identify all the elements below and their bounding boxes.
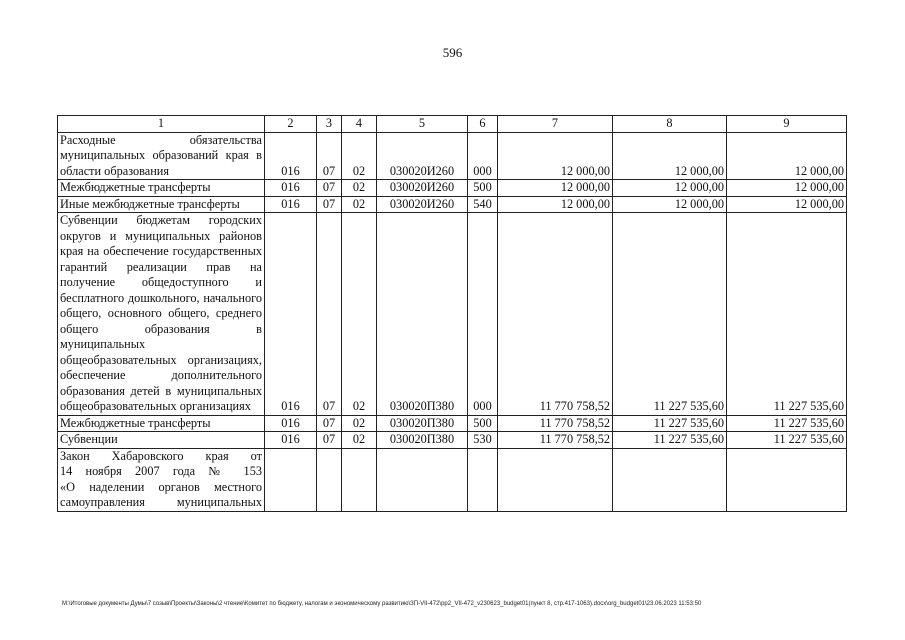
table-row — [58, 180, 847, 197]
cell-amount-7: 11 770 758,52 — [498, 415, 613, 432]
cell-section: 07 — [317, 213, 342, 416]
cell-subsection: 02 — [342, 415, 377, 432]
cell-section: 07 — [317, 415, 342, 432]
row-name-cell: Субвенции бюджетам городских округов и муниципальных районов края на обеспечение государственных гарантий реализации прав на получение общедоступного и бесплатного дошкольного, начального общего, основного общего, среднего общего образования в муниципальных общеобразовательных организациях, обеспечение дополнительного образования детей в муниципальных общеобразовательных организациях — [58, 213, 265, 416]
cell-amount-8: 12 000,00 — [613, 180, 727, 197]
cell-amount-9: 11 227 535,60 — [727, 415, 847, 432]
row-name-cell: Межбюджетные трансферты — [58, 415, 265, 432]
cell-amount-8 — [613, 448, 727, 511]
cell-section: 07 — [317, 132, 342, 180]
cell-amount-8: 11 227 535,60 — [613, 213, 727, 416]
cell-ministry: 016 — [265, 132, 317, 180]
cell-ministry: 016 — [265, 196, 317, 213]
header-cell: 1 — [58, 116, 265, 133]
cell-subsection: 02 — [342, 180, 377, 197]
cell-amount-7: 12 000,00 — [498, 132, 613, 180]
cell-section: 07 — [317, 180, 342, 197]
cell-section: 07 — [317, 432, 342, 449]
table-row — [58, 415, 847, 432]
row-name-line: 14 ноября 2007 года № 153 — [60, 464, 262, 478]
cell-ministry — [265, 448, 317, 511]
cell-target — [377, 448, 468, 511]
cell-amount-8: 12 000,00 — [613, 196, 727, 213]
cell-subsection: 02 — [342, 432, 377, 449]
cell-amount-7: 12 000,00 — [498, 196, 613, 213]
cell-amount-7: 11 770 758,52 — [498, 213, 613, 416]
cell-type: 530 — [468, 432, 498, 449]
page-number: 596 — [442, 45, 463, 60]
cell-type: 500 — [468, 415, 498, 432]
cell-amount-9: 12 000,00 — [727, 196, 847, 213]
cell-amount-9: 11 227 535,60 — [727, 432, 847, 449]
cell-subsection — [342, 448, 377, 511]
cell-type: 000 — [468, 213, 498, 416]
cell-type: 540 — [468, 196, 498, 213]
cell-section: 07 — [317, 196, 342, 213]
document-path-footer: M:\Итоговые документы Думы\7 созыв\Проекты\Законы\2 чтение\Комитет по бюджету, налогам и экономическому развитию\ЗП-VII-472\pp2_VII-472_v230623_budget01(пункт 8, стр.417-1063).docx\org_budget01\23.06.2023 11:53:50 — [62, 601, 702, 607]
header-cell: 9 — [727, 116, 847, 133]
header-cell: 5 — [377, 116, 468, 133]
row-name-cell: Иные межбюджетные трансферты — [58, 196, 265, 213]
budget-table — [57, 115, 847, 512]
header-cell: 3 — [317, 116, 342, 133]
table-header-row — [58, 116, 847, 133]
header-cell: 7 — [498, 116, 613, 133]
cell-amount-7: 11 770 758,52 — [498, 432, 613, 449]
cell-amount-7: 12 000,00 — [498, 180, 613, 197]
cell-amount-8: 12 000,00 — [613, 132, 727, 180]
cell-amount-9: 11 227 535,60 — [727, 213, 847, 416]
cell-type: 500 — [468, 180, 498, 197]
cell-ministry: 016 — [265, 180, 317, 197]
cell-subsection: 02 — [342, 196, 377, 213]
cell-subsection: 02 — [342, 132, 377, 180]
cell-amount-9: 12 000,00 — [727, 132, 847, 180]
table-row — [58, 432, 847, 449]
table-row — [58, 196, 847, 213]
row-name-cell: Межбюджетные трансферты — [58, 180, 265, 197]
header-cell: 8 — [613, 116, 727, 133]
table-row — [58, 213, 847, 416]
cell-subsection: 02 — [342, 213, 377, 416]
row-name-cell: Расходные обязательства муниципальных образований края в области образования — [58, 132, 265, 180]
header-cell: 6 — [468, 116, 498, 133]
row-name-line: «О наделении органов местного — [60, 479, 262, 494]
cell-type — [468, 448, 498, 511]
cell-ministry: 016 — [265, 213, 317, 416]
header-cell: 4 — [342, 116, 377, 133]
table-row — [58, 448, 847, 511]
cell-section — [317, 448, 342, 511]
row-name-line: Закон Хабаровского края от — [60, 448, 262, 463]
cell-amount-9 — [727, 448, 847, 511]
header-cell: 2 — [265, 116, 317, 133]
cell-target: 030020И260 — [377, 180, 468, 197]
row-name-line: самоуправления муниципальных — [60, 495, 262, 509]
cell-amount-8: 11 227 535,60 — [613, 415, 727, 432]
cell-target: 030020П380 — [377, 213, 468, 416]
table-row — [58, 132, 847, 180]
row-name-cell — [58, 448, 265, 511]
cell-type: 000 — [468, 132, 498, 180]
cell-target: 030020П380 — [377, 432, 468, 449]
cell-ministry: 016 — [265, 432, 317, 449]
cell-amount-9: 12 000,00 — [727, 180, 847, 197]
cell-target: 030020П380 — [377, 415, 468, 432]
cell-target: 030020И260 — [377, 196, 468, 213]
cell-amount-8: 11 227 535,60 — [613, 432, 727, 449]
cell-ministry: 016 — [265, 415, 317, 432]
cell-target: 030020И260 — [377, 132, 468, 180]
cell-amount-7 — [498, 448, 613, 511]
row-name-cell: Субвенции — [58, 432, 265, 449]
